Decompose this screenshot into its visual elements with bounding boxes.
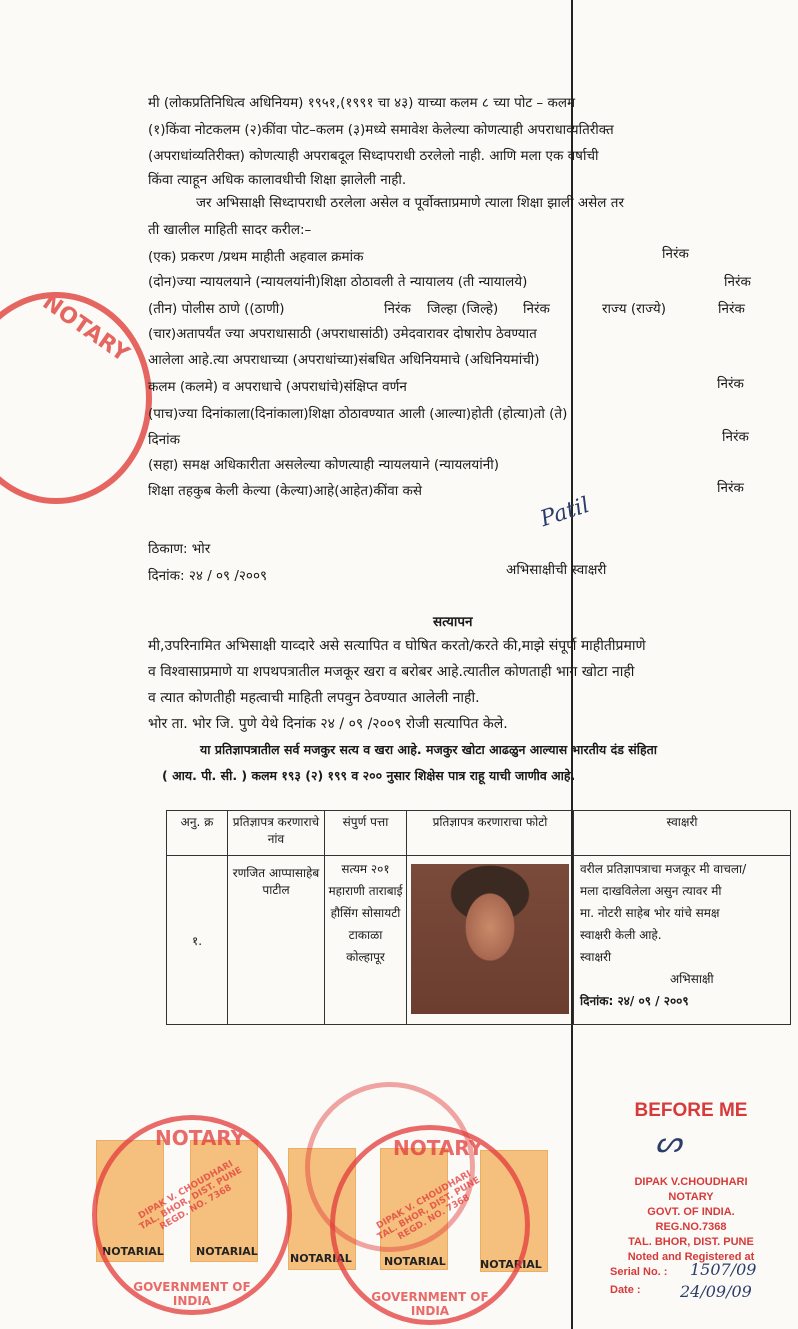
notarial-label: NOTARIAL [196, 1245, 258, 1258]
notary-signature: ᔕ [655, 1125, 682, 1160]
cell-photo [407, 856, 574, 1025]
notary-line: NOTARY [668, 1191, 714, 1203]
item-label: (तीन) पोलीस ठाणे ((ठाणी) [148, 301, 285, 317]
item-value: निरंक [662, 246, 689, 262]
verification-line: या प्रतिज्ञापत्रातील सर्व मजकुर सत्य व खरा आहे. मजकुर खोटा आढळुन आल्यास भारतीय दंड संहिता [200, 742, 657, 757]
table-header: संपुर्ण पत्ता [325, 811, 407, 856]
verification-line: मी,उपरिनामित अभिसाक्षी याव्दारे असे सत्यापित व घोषित करतो/करते की,माझे संपूर्ण माहीतीप्रमाणे [148, 638, 646, 654]
item-district: जिल्हा (जिल्हे) [427, 301, 499, 317]
notarial-label: NOTARIAL [384, 1255, 446, 1268]
notary-line: GOVT. OF INDIA. [647, 1206, 735, 1218]
item-label: (चार)अतापर्यंत ज्या अपराधासाठी (अपराधासांठी) उमेदवारावर दोषारोप ठेवण्यात [148, 326, 537, 342]
notary-line: DIPAK V.CHOUDHARI [634, 1176, 748, 1188]
item-value: निरंक [523, 301, 550, 317]
table-row [167, 856, 791, 1025]
body-line: किंवा त्याहून अधिक कालावधीची शिक्षा झालेली नाही. [148, 172, 407, 188]
seal-name: DIPAK V. CHOUDHARI TAL. BHOR, DIST. PUNE REGD. NO. 7368 [137, 1159, 244, 1233]
body-line: जर अभिसाक्षी सिध्दापराधी ठरलेला असेल व पूर्वोक्ताप्रमाणे त्याला शिक्षा झाली असेल तर [196, 195, 624, 211]
verification-line: भोर ता. भोर जि. पुणे येथे दिनांक २४ / ०९ /२००९ रोजी सत्यापित केले. [148, 716, 508, 732]
item-label: (एक) प्रकरण /प्रथम माहीती अहवाल क्रमांक [148, 249, 364, 265]
notarial-label: NOTARIAL [480, 1258, 542, 1271]
sig-line: मा. नोटरी साहेब भोर यांचे समक्ष [580, 906, 720, 920]
notary-date-value: 24/09/09 [680, 1282, 752, 1301]
body-line: (१)किंवा नोटकलम (२)कींवा पोट–कलम (३)मध्ये समावेश केलेल्या कोणत्याही अपराधाव्यतिरीक्त [148, 122, 614, 138]
place: ठिकाण: भोर [148, 541, 211, 557]
left-notary-seal [0, 289, 152, 504]
notary-seal [92, 1115, 292, 1315]
affidavit-table [166, 810, 791, 1025]
verification-title: सत्यापन [433, 614, 473, 630]
notarial-label: NOTARIAL [290, 1252, 352, 1265]
item-state: राज्य (राज्ये) [602, 301, 666, 317]
seal-text: GOVERNMENT OF INDIA [371, 1290, 489, 1318]
item-value: निरंक [717, 376, 744, 392]
sig-line: स्वाक्षरी [580, 950, 612, 964]
notary-line: REG.NO.7368 [655, 1221, 727, 1233]
verification-line: ( आय. पी. सी. ) कलम १९३ (२) १९९ व २०० नुसार शिक्षेस पात्र राहू याची जाणीव आहे. [162, 768, 576, 783]
table-header: प्रतिज्ञापत्र करणाराचा फोटो [407, 811, 574, 856]
verification-line: व त्यात कोणतीही महत्वाची माहिती लपवुन ठेवण्यात आलेली नाही. [148, 690, 480, 706]
item-value: निरंक [384, 301, 411, 317]
cell-address: सत्यम २०१ महाराणी ताराबाई हौसिंग सोसायटी टाकाळा कोल्हापूर [325, 856, 407, 1025]
notary-date-label: Date : [610, 1284, 641, 1296]
item-label: शिक्षा तहकुब केली केल्या (केल्या)आहे(आहेत)कींवा कसे [148, 483, 423, 499]
deponent-photo [411, 864, 569, 1014]
seal-text: GOVERNMENT OF INDIA [133, 1280, 251, 1308]
item-label: कलम (कलमे) व अपराधाचे (अपराधांचे)संक्षिप्त वर्णन [148, 379, 407, 395]
left-seal-text: NOTARY [37, 289, 134, 368]
before-me-heading: BEFORE ME [634, 1100, 748, 1121]
sig-line: वरील प्रतिज्ञापत्राचा मजकूर मी वाचला/ [580, 862, 747, 876]
verification-line: व विश्वासाप्रमाणे या शपथपत्रातील मजकूर खरा व बरोबर आहे.त्यातील कोणताही भाग खोटा नाही [148, 664, 635, 680]
notary-seal [330, 1125, 530, 1325]
date: दिनांक: २४ / ०९ /२००९ [148, 568, 267, 584]
seal-text: NOTARY [155, 1126, 246, 1150]
sig-role: अभिसाक्षी [670, 972, 714, 986]
item-label: आलेला आहे.त्या अपराधाच्या (अपराधांच्या)संबधित अधिनियमाचे (अधिनियमांची) [148, 352, 540, 368]
body-line: ती खालील माहिती सादर करील:– [148, 222, 312, 238]
deponent-signature-label: अभिसाक्षीची स्वाक्षरी [506, 562, 607, 578]
serial-value: 1507/09 [690, 1260, 757, 1279]
cell-name: रणजित आप्पासाहेब पाटील [228, 856, 325, 1025]
body-line: मी (लोकप्रतिनिधित्व अधिनियम) १९५१,(१९९१ चा ४३) याच्या कलम ८ च्या पोट – कलम [148, 95, 576, 111]
notary-line: Noted and Registered at [627, 1251, 755, 1263]
item-value: निरंक [718, 301, 745, 317]
table-header: प्रतिज्ञापत्र करणाराचे नांव [228, 811, 325, 856]
item-label: (सहा) समक्ष अधिकारीता असलेल्या कोणत्याही न्यायलयाने (न्यायलयांनी) [148, 457, 500, 473]
table-header: स्वाक्षरी [574, 811, 791, 856]
sig-line: मला दाखविलेला असुन त्यावर मी [580, 884, 722, 898]
item-label: (दोन)ज्या न्यायलयाने (न्यायलयांनी)शिक्षा ठोठावली ते न्यायालय (ती न्यायालये) [148, 274, 528, 290]
body-line: (अपराधांव्यतिरीक्त) कोणत्याही अपराबदूल सिध्दापराधी ठरलेलो नाही. आणि मला एक वर्षाची [148, 148, 599, 164]
item-value: निरंक [722, 429, 749, 445]
item-value: निरंक [717, 480, 744, 496]
notarial-label: NOTARIAL [102, 1245, 164, 1258]
notary-line: TAL. BHOR, DIST. PUNE [628, 1236, 754, 1248]
item-label: (पाच)ज्या दिनांकाला(दिनांकाला)शिक्षा ठोठावण्यात आली (आल्या)होती (होत्या)तो (ते) [148, 406, 568, 422]
seal-text: NOTARY [393, 1136, 484, 1160]
cell-signature [574, 856, 791, 1025]
sig-line: स्वाक्षरी केली आहे. [580, 928, 662, 942]
item-label: दिनांक [148, 432, 181, 448]
table-header: अनु. क्र [167, 811, 228, 856]
serial-label: Serial No. : [610, 1266, 668, 1278]
cell-sr: १. [167, 856, 228, 1025]
sig-date: दिनांक: २४/ ०९ / २००९ [580, 994, 689, 1008]
deponent-signature: Patil [537, 492, 593, 533]
item-value: निरंक [724, 274, 751, 290]
seal-name: DIPAK V. CHOUDHARI TAL. BHOR, DIST. PUNE REGD. NO. 7368 [375, 1169, 482, 1243]
